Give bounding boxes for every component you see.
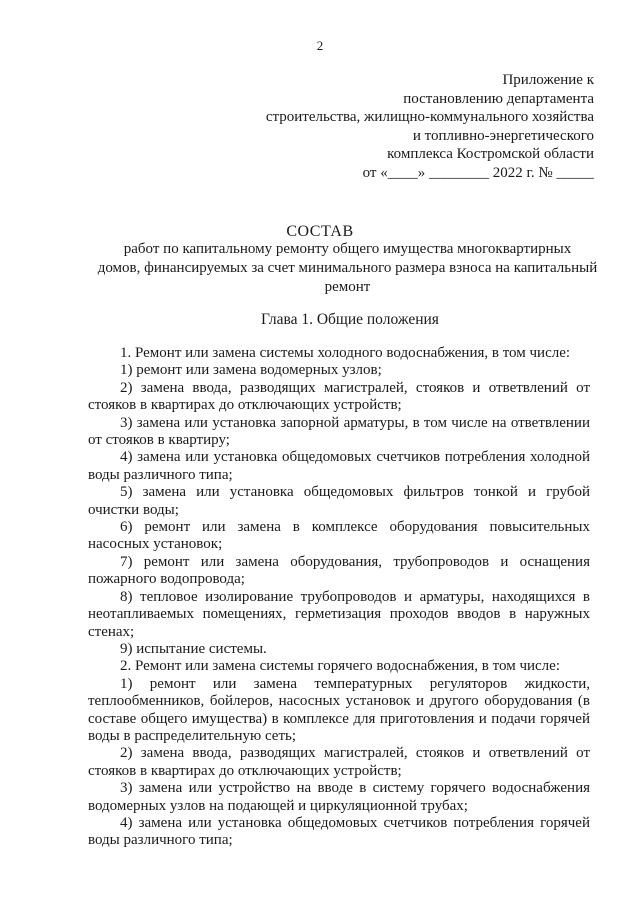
chapter-heading: Глава 1. Общие положения [261,311,439,328]
annex-line: комплекса Костромской области [387,146,594,163]
paragraph: 7) ремонт или замена оборудования, трубопроводов и оснащения пожарного водопровода; [88,553,590,588]
annex-line: Приложение к [502,72,594,88]
annex-line: и топливно-энергетического [412,127,594,144]
paragraph: 9) испытание системы. [120,640,267,657]
paragraph: 1) ремонт или замена температурных регуляторов жидкости, теплообменников, бойлеров, насосных установок и другого оборудования (в составе общего имущества) в комплексе для приготовления и подачи горячей воды в распределительную сеть; [88,675,590,744]
document-subtitle [95,240,600,297]
paragraph: 4) замена или установка общедомовых счетчиков потребления горячей воды различного типа; [88,814,590,849]
paragraph: 3) замена или устройство на вводе в систему горячего водоснабжения водомерных узлов на подающей и циркуляционной трубах; [88,780,590,814]
subtitle-line: ремонт [324,279,371,295]
document-body [88,345,590,850]
subtitle-line: домов, финансируемых за счет минимального размера взноса на капитальный [97,260,598,276]
annex-line: постановлению департамента [403,90,594,107]
annex-line: строительства, жилищно-коммунального хозяйства [265,109,594,126]
paragraph: 5) замена или установка общедомовых фильтров тонкой и грубой очистки воды; [88,484,590,518]
subtitle-line: работ по капитальному ремонту общего имущества многоквартирных [123,241,572,257]
paragraph: 1) ремонт или замена водомерных узлов; [120,362,382,379]
document-title: СОСТАВ [286,223,354,240]
paragraph: 1. Ремонт или замена системы холодного водоснабжения, в том числе: [120,345,571,361]
paragraph: 3) замена или установка запорной арматуры, в том числе на ответвлении от стояков в квартиру; [88,414,590,449]
paragraph: 4) замена или установка общедомовых счетчиков потребления холодной воды различного типа; [88,449,590,483]
annex-header [174,71,594,183]
paragraph: 8) тепловое изолирование трубопроводов и арматуры, находящихся в неотапливаемых помещениях, герметизация проходов вводов в наружных стенах; [88,588,590,640]
paragraph: 2) замена ввода, разводящих магистралей, стояков и ответвлений от стояков в квартирах до отключающих устройств; [88,379,590,414]
page-number: 2 [316,38,324,53]
paragraph: 2) замена ввода, разводящих магистралей, стояков и ответвлений от стояков в квартирах до отключающих устройств; [88,745,590,779]
annex-line: от «____» ________ 2022 г. № _____ [362,164,594,181]
paragraph: 6) ремонт или замена в комплексе оборудования повысительных насосных установок; [88,519,590,553]
paragraph: 2. Ремонт или замена системы горячего водоснабжения, в том числе: [120,658,560,675]
